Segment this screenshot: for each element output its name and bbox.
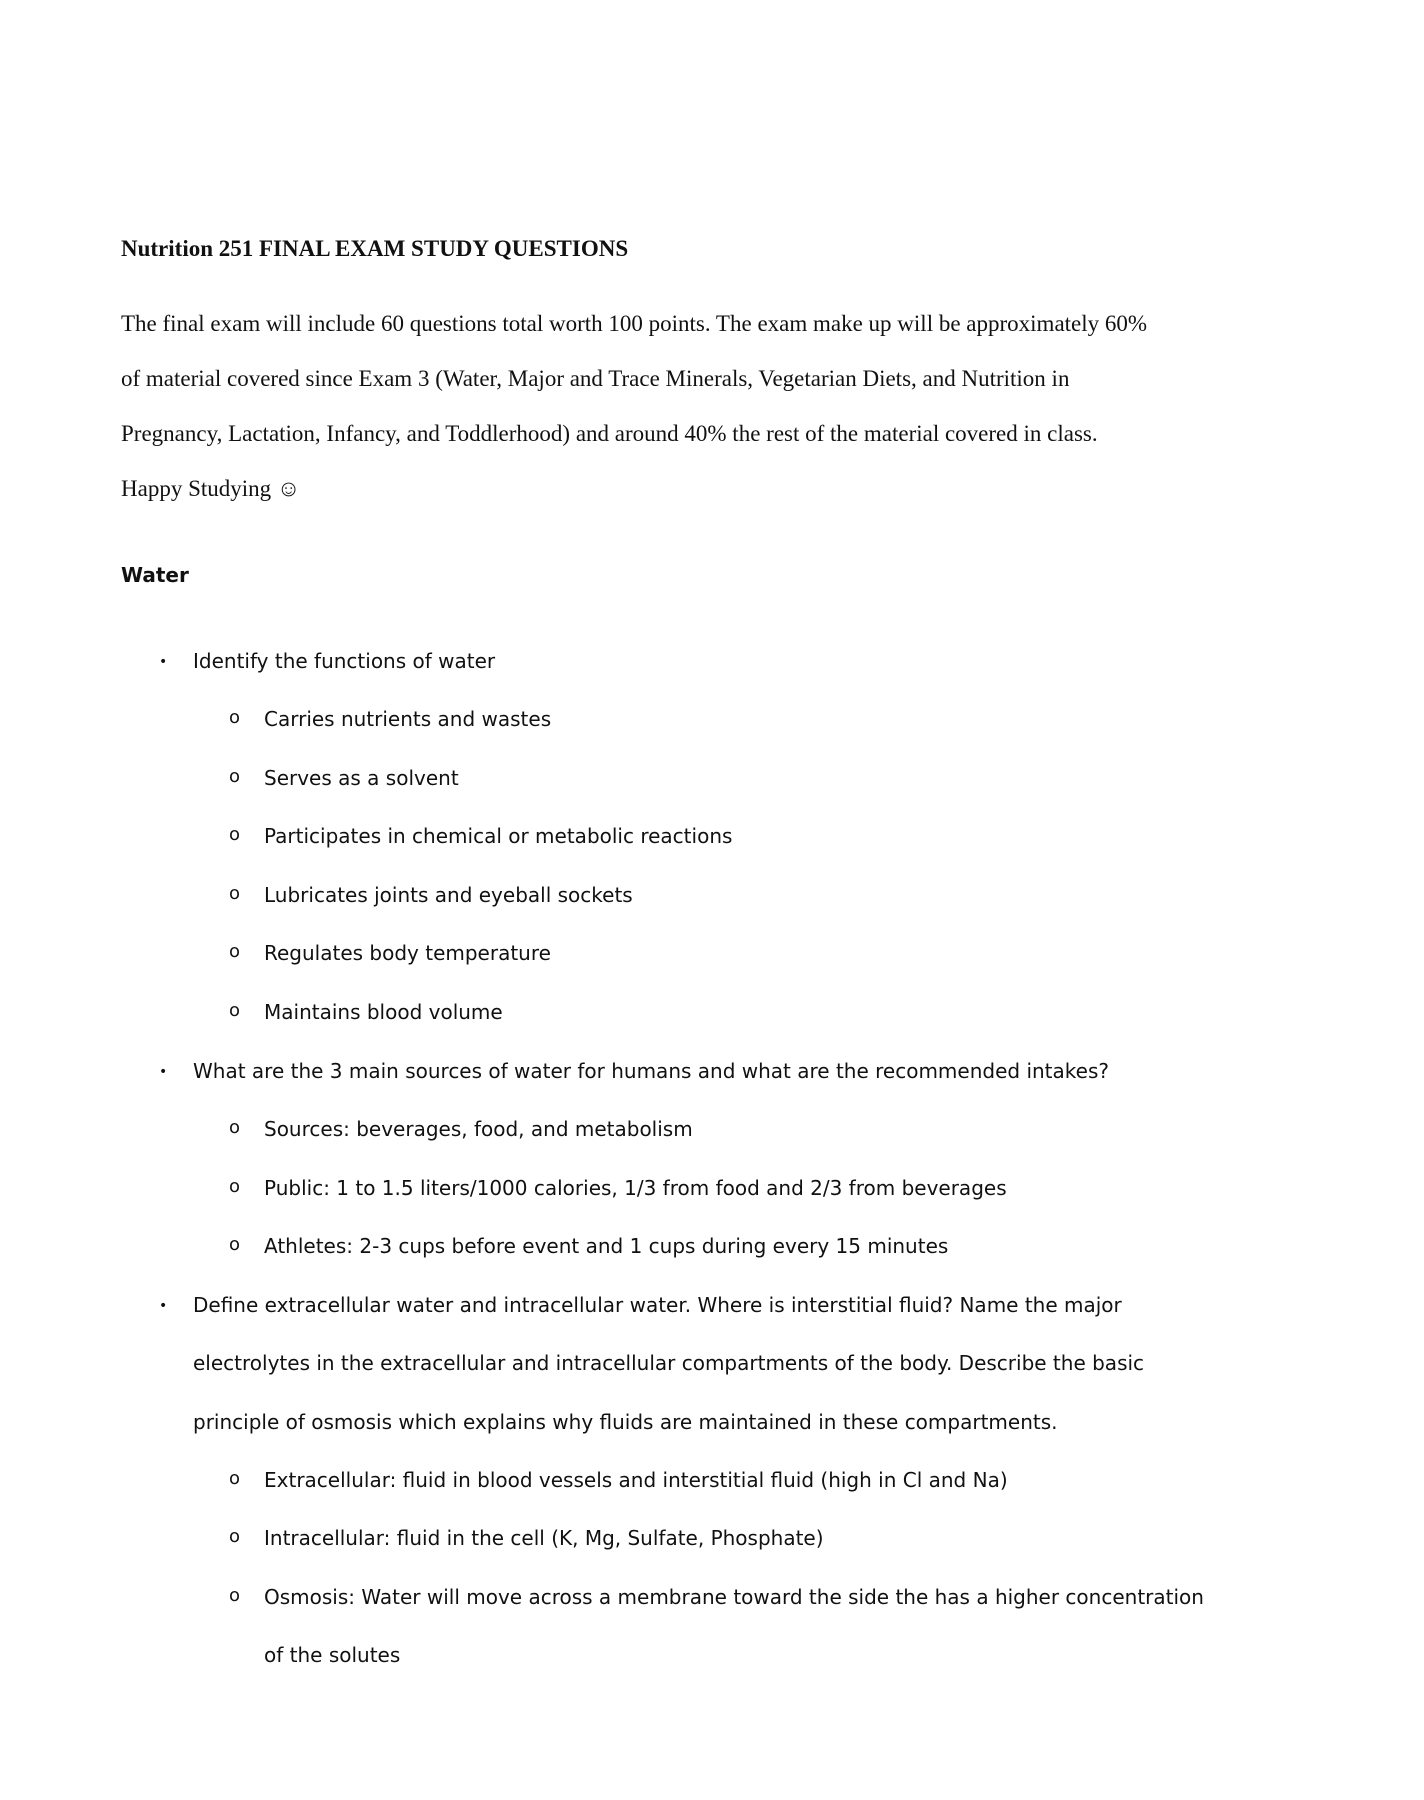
intro-line-2: of material covered since Exam 3 (Water, Major and Trace Minerals, Vegetarian Diets, and Nutrition in (121, 366, 1070, 391)
answer-item: Regulates body temperature (264, 941, 551, 965)
sub-bullet-icon: o (229, 707, 241, 728)
answer-item: Public: 1 to 1.5 liters/1000 calories, 1/3 from food and 2/3 from beverages (264, 1176, 1007, 1200)
answer-item: Serves as a solvent (264, 766, 459, 790)
sub-bullet-icon: o (229, 1585, 241, 1606)
sub-bullet-icon: o (229, 941, 241, 962)
sub-bullet-icon: o (229, 824, 241, 845)
question-functions-of-water: Identify the functions of water (193, 649, 496, 673)
sub-bullet-icon: o (229, 766, 241, 787)
bullet-icon: • (159, 654, 168, 670)
sub-bullet-icon: o (229, 1176, 241, 1197)
bullet-icon: • (159, 1298, 168, 1314)
answer-item: Sources: beverages, food, and metabolism (264, 1117, 693, 1141)
section-heading-water: Water (121, 563, 189, 587)
question-extracellular-water-line-3: principle of osmosis which explains why fluids are maintained in these compartments. (193, 1410, 1058, 1434)
document-title: Nutrition 251 FINAL EXAM STUDY QUESTIONS (121, 236, 629, 261)
sub-bullet-icon: o (229, 1234, 241, 1255)
sub-bullet-icon: o (229, 1000, 241, 1021)
answer-item: Maintains blood volume (264, 1000, 503, 1024)
question-extracellular-water-line-2: electrolytes in the extracellular and intracellular compartments of the body. Describe the basic (193, 1351, 1145, 1375)
sub-bullet-icon: o (229, 1468, 241, 1489)
question-sources-of-water: What are the 3 main sources of water for humans and what are the recommended intakes? (193, 1059, 1109, 1083)
answer-item: Intracellular: fluid in the cell (K, Mg, Sulfate, Phosphate) (264, 1526, 824, 1550)
answer-item: Participates in chemical or metabolic reactions (264, 824, 733, 848)
answer-item: Athletes: 2-3 cups before event and 1 cups during every 15 minutes (264, 1234, 949, 1258)
answer-item-osmosis-line-2: of the solutes (264, 1643, 401, 1667)
intro-line-4: Happy Studying ☺ (121, 476, 301, 501)
sub-bullet-icon: o (229, 1117, 241, 1138)
sub-bullet-icon: o (229, 1526, 241, 1547)
intro-line-3: Pregnancy, Lactation, Infancy, and Toddlerhood) and around 40% the rest of the material covered in class. (121, 421, 1098, 446)
question-extracellular-water-line-1: Define extracellular water and intracellular water. Where is interstitial fluid? Name the major (193, 1293, 1122, 1317)
intro-line-1: The final exam will include 60 questions total worth 100 points. The exam make up will be approximately 60% (121, 311, 1148, 336)
bullet-icon: • (159, 1064, 168, 1080)
answer-item: Lubricates joints and eyeball sockets (264, 883, 633, 907)
sub-bullet-icon: o (229, 883, 241, 904)
answer-item-osmosis-line-1: Osmosis: Water will move across a membrane toward the side the has a higher concentration (264, 1585, 1204, 1609)
answer-item: Extracellular: fluid in blood vessels and interstitial fluid (high in Cl and Na) (264, 1468, 1008, 1492)
answer-item: Carries nutrients and wastes (264, 707, 552, 731)
